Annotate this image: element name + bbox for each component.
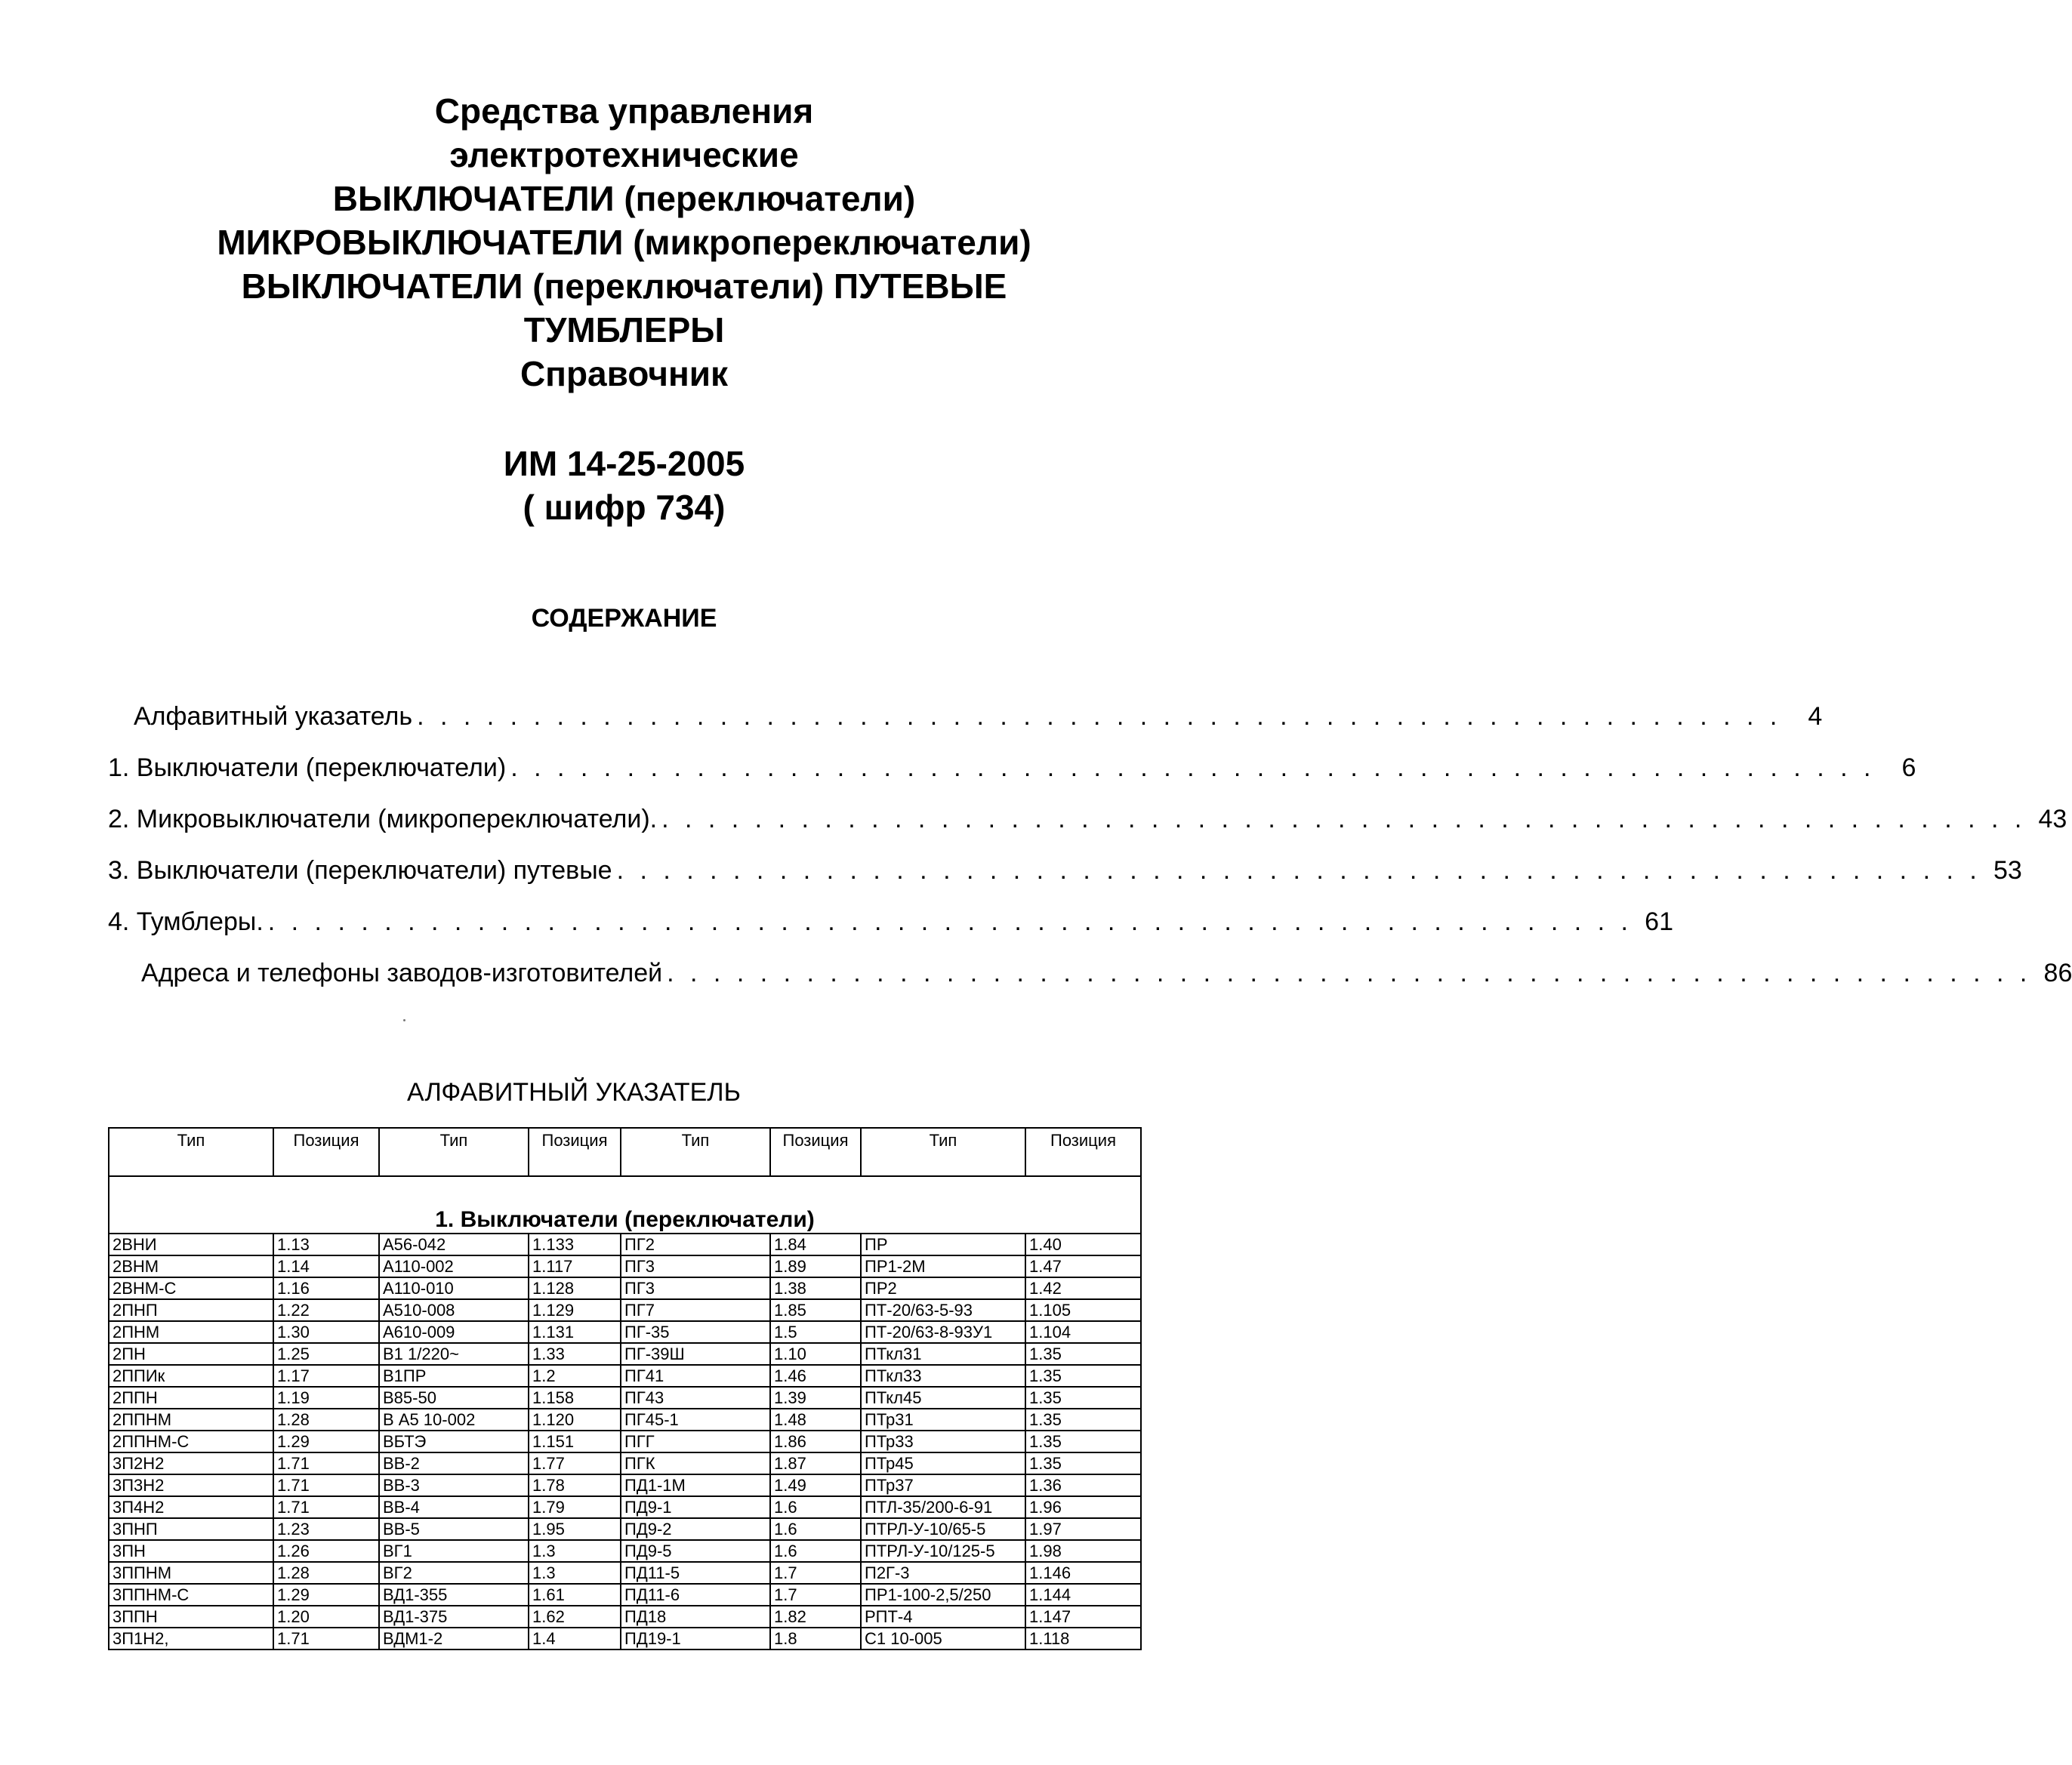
cell-type: ПГ7 [621, 1299, 770, 1321]
cell-type: 2ПНП [109, 1299, 273, 1321]
table-row [109, 1452, 1141, 1474]
cell-position: 1.39 [770, 1387, 861, 1409]
document-title [0, 89, 1248, 396]
cell-position: 1.8 [770, 1628, 861, 1649]
cell-type: А110-002 [379, 1255, 529, 1277]
cell-type: А610-009 [379, 1321, 529, 1343]
cell-position: 1.33 [529, 1343, 621, 1365]
toc-entry-page: 43 [2038, 805, 2067, 833]
toc-entry[interactable] [108, 856, 2022, 889]
cell-position: 1.49 [770, 1474, 861, 1496]
cell-type: ПТр37 [861, 1474, 1025, 1496]
toc-entry-title: 2. Микровыключатели (микропереключатели). [108, 805, 658, 833]
cell-position: 1.38 [770, 1277, 861, 1299]
cell-position: 1.61 [529, 1584, 621, 1606]
cell-type: ПГ-35 [621, 1321, 770, 1343]
cell-type: ПГ-39Ш [621, 1343, 770, 1365]
toc-leader: . . . . . . . . . . . . . . . . . . . . . . . . . . . . . . . . . . . . . . . . . . . . . . . . . . . . . . . . . . . [667, 959, 2032, 987]
toc-entry-title: Адреса и телефоны заводов-изготовителей [141, 959, 663, 987]
cell-position: 1.7 [770, 1584, 861, 1606]
cell-type: 3П3Н2 [109, 1474, 273, 1496]
cell-position: 1.129 [529, 1299, 621, 1321]
cell-type: ПГ3 [621, 1277, 770, 1299]
table-row [109, 1584, 1141, 1606]
cell-type: 2ППИк [109, 1365, 273, 1387]
document-cipher-line: ( шифр 734) [523, 488, 726, 527]
cell-type: 2ППНМ-С [109, 1431, 273, 1452]
cell-position: 1.16 [273, 1277, 379, 1299]
cell-type: ПД11-6 [621, 1584, 770, 1606]
toc-entry-title: 3. Выключатели (переключатели) путевые [108, 856, 612, 885]
cell-type: ПТРЛ-У-10/65-5 [861, 1518, 1025, 1540]
toc-entry-page: 86 [2043, 959, 2072, 987]
cell-position: 1.35 [1025, 1409, 1141, 1431]
cell-type: А510-008 [379, 1299, 529, 1321]
toc-entry-page: 6 [1901, 753, 1916, 782]
toc-entry-page: 4 [1808, 702, 1823, 731]
toc-entry[interactable] [141, 959, 2072, 992]
table-row [109, 1255, 1141, 1277]
title-line: ВЫКЛЮЧАТЕЛИ (переключатели) ПУТЕВЫЕ [241, 266, 1007, 306]
scan-speck [403, 1019, 405, 1021]
title-line: Справочник [520, 354, 729, 393]
cell-position: 1.48 [770, 1409, 861, 1431]
cell-position: 1.85 [770, 1299, 861, 1321]
cell-type: 2ПНМ [109, 1321, 273, 1343]
cell-type: ПТкл31 [861, 1343, 1025, 1365]
cell-position: 1.71 [273, 1452, 379, 1474]
cell-type: ВГ2 [379, 1562, 529, 1584]
cell-type: ПГ41 [621, 1365, 770, 1387]
cell-type: В1ПР [379, 1365, 529, 1387]
cell-position: 1.29 [273, 1431, 379, 1452]
cell-position: 1.133 [529, 1234, 621, 1255]
cell-position: 1.98 [1025, 1540, 1141, 1562]
cell-position: 1.42 [1025, 1277, 1141, 1299]
cell-type: А56-042 [379, 1234, 529, 1255]
column-header-type: Тип [379, 1128, 529, 1176]
toc-leader: . . . . . . . . . . . . . . . . . . . . . . . . . . . . . . . . . . . . . . . . . . . . . . . . . . . . . . . . . . . [417, 702, 1782, 731]
cell-type: ПТ-20/63-8-93У1 [861, 1321, 1025, 1343]
cell-position: 1.28 [273, 1562, 379, 1584]
cell-type: 2ВНМ [109, 1255, 273, 1277]
cell-position: 1.6 [770, 1518, 861, 1540]
cell-type: ПТкл45 [861, 1387, 1025, 1409]
cell-position: 1.3 [529, 1540, 621, 1562]
cell-position: 1.23 [273, 1518, 379, 1540]
cell-position: 1.36 [1025, 1474, 1141, 1496]
cell-position: 1.7 [770, 1562, 861, 1584]
table-row [109, 1343, 1141, 1365]
cell-position: 1.71 [273, 1628, 379, 1649]
cell-position: 1.3 [529, 1562, 621, 1584]
cell-type: А110-010 [379, 1277, 529, 1299]
cell-position: 1.40 [1025, 1234, 1141, 1255]
cell-position: 1.147 [1025, 1606, 1141, 1628]
column-header-type: Тип [621, 1128, 770, 1176]
cell-type: ВД1-375 [379, 1606, 529, 1628]
cell-type: 2ППН [109, 1387, 273, 1409]
cell-position: 1.35 [1025, 1365, 1141, 1387]
cell-type: ПГ2 [621, 1234, 770, 1255]
table-row [109, 1365, 1141, 1387]
cell-type: ПГГ [621, 1431, 770, 1452]
toc-leader: . . . . . . . . . . . . . . . . . . . . . . . . . . . . . . . . . . . . . . . . . . . . . . . . . . . . . . . . . . . [661, 805, 2027, 833]
cell-type: ВГ1 [379, 1540, 529, 1562]
cell-type: ПД9-5 [621, 1540, 770, 1562]
table-row [109, 1628, 1141, 1649]
column-header-position: Позиция [1025, 1128, 1141, 1176]
column-header-position: Позиция [770, 1128, 861, 1176]
cell-type: 3ППН [109, 1606, 273, 1628]
table-row [109, 1409, 1141, 1431]
cell-type: ВД1-355 [379, 1584, 529, 1606]
cell-position: 1.26 [273, 1540, 379, 1562]
cell-position: 1.87 [770, 1452, 861, 1474]
cell-type: ПР1-2М [861, 1255, 1025, 1277]
cell-type: 3П1Н2, [109, 1628, 273, 1649]
cell-type: ПТр31 [861, 1409, 1025, 1431]
toc-entry[interactable] [134, 702, 1823, 735]
cell-type: ВВ-3 [379, 1474, 529, 1496]
cell-position: 1.151 [529, 1431, 621, 1452]
title-line: электротехнические [449, 135, 799, 174]
cell-type: ПГ43 [621, 1387, 770, 1409]
cell-position: 1.47 [1025, 1255, 1141, 1277]
table-row [109, 1562, 1141, 1584]
cell-type: ВВ-2 [379, 1452, 529, 1474]
cell-type: 3ППНМ-С [109, 1584, 273, 1606]
table-row [109, 1518, 1141, 1540]
cell-position: 1.86 [770, 1431, 861, 1452]
cell-type: 2ВНМ-С [109, 1277, 273, 1299]
cell-position: 1.71 [273, 1474, 379, 1496]
toc-entry[interactable] [108, 753, 1916, 787]
cell-type: ПТЛ-35/200-6-91 [861, 1496, 1025, 1518]
contents-heading: СОДЕРЖАНИЕ [531, 604, 717, 633]
cell-position: 1.95 [529, 1518, 621, 1540]
document-code-line: ИМ 14-25-2005 [503, 444, 745, 483]
cell-type: ПР2 [861, 1277, 1025, 1299]
column-header-type: Тип [109, 1128, 273, 1176]
column-header-type: Тип [861, 1128, 1025, 1176]
cell-position: 1.10 [770, 1343, 861, 1365]
cell-position: 1.19 [273, 1387, 379, 1409]
cell-type: 3ПНП [109, 1518, 273, 1540]
cell-type: ВБТЭ [379, 1431, 529, 1452]
cell-position: 1.118 [1025, 1628, 1141, 1649]
title-line: ТУМБЛЕРЫ [523, 310, 725, 350]
cell-type: 2ВНИ [109, 1234, 273, 1255]
cell-position: 1.84 [770, 1234, 861, 1255]
toc-leader: . . . . . . . . . . . . . . . . . . . . . . . . . . . . . . . . . . . . . . . . . . . . . . . . . . . . . . . . . . . [267, 907, 1633, 936]
cell-position: 1.29 [273, 1584, 379, 1606]
cell-type: ПТРЛ-У-10/125-5 [861, 1540, 1025, 1562]
cell-type: ПГ3 [621, 1255, 770, 1277]
cell-type: ПТр33 [861, 1431, 1025, 1452]
cell-position: 1.96 [1025, 1496, 1141, 1518]
section-title: 1. Выключатели (переключатели) [109, 1176, 1141, 1234]
cell-type: 2ПН [109, 1343, 273, 1365]
cell-type: ПД1-1М [621, 1474, 770, 1496]
cell-type: ВВ-5 [379, 1518, 529, 1540]
table-row [109, 1496, 1141, 1518]
cell-position: 1.2 [529, 1365, 621, 1387]
toc-entry-title: 4. Тумблеры. [108, 907, 264, 936]
column-header-position: Позиция [529, 1128, 621, 1176]
cell-position: 1.5 [770, 1321, 861, 1343]
cell-type: ПД19-1 [621, 1628, 770, 1649]
cell-position: 1.25 [273, 1343, 379, 1365]
toc-entry-page: 61 [1645, 907, 1673, 936]
cell-position: 1.77 [529, 1452, 621, 1474]
cell-type: ПР [861, 1234, 1025, 1255]
alphabetical-index-table [108, 1127, 1142, 1650]
cell-type: ПГ45-1 [621, 1409, 770, 1431]
title-line: МИКРОВЫКЛЮЧАТЕЛИ (микропереключатели) [217, 223, 1031, 262]
cell-type: ПД9-1 [621, 1496, 770, 1518]
cell-type: 3П2Н2 [109, 1452, 273, 1474]
cell-type: ПТр45 [861, 1452, 1025, 1474]
cell-type: В85-50 [379, 1387, 529, 1409]
cell-position: 1.4 [529, 1628, 621, 1649]
cell-type: ПД9-2 [621, 1518, 770, 1540]
cell-type: В1 1/220~ [379, 1343, 529, 1365]
cell-position: 1.22 [273, 1299, 379, 1321]
cell-type: ВДМ1-2 [379, 1628, 529, 1649]
cell-position: 1.158 [529, 1387, 621, 1409]
title-line: ВЫКЛЮЧАТЕЛИ (переключатели) [332, 179, 916, 218]
cell-type: 2ППНМ [109, 1409, 273, 1431]
toc-entry-page: 53 [1993, 856, 2022, 885]
toc-entry[interactable] [108, 907, 1673, 941]
toc-entry[interactable] [108, 805, 2067, 838]
cell-position: 1.146 [1025, 1562, 1141, 1584]
cell-position: 1.97 [1025, 1518, 1141, 1540]
cell-position: 1.14 [273, 1255, 379, 1277]
table-row [109, 1387, 1141, 1409]
cell-type: ПД18 [621, 1606, 770, 1628]
cell-position: 1.46 [770, 1365, 861, 1387]
cell-position: 1.71 [273, 1496, 379, 1518]
table-header-row [109, 1128, 1141, 1176]
cell-type: ПТ-20/63-5-93 [861, 1299, 1025, 1321]
cell-type: В А5 10-002 [379, 1409, 529, 1431]
cell-type: ПР1-100-2,5/250 [861, 1584, 1025, 1606]
cell-position: 1.89 [770, 1255, 861, 1277]
index-heading: АЛФАВИТНЫЙ УКАЗАТЕЛЬ [407, 1078, 741, 1107]
toc-entry-title: 1. Выключатели (переключатели) [108, 753, 507, 782]
cell-type: ВВ-4 [379, 1496, 529, 1518]
cell-position: 1.17 [273, 1365, 379, 1387]
cell-type: 3П4Н2 [109, 1496, 273, 1518]
document-code [0, 442, 1248, 529]
cell-position: 1.35 [1025, 1387, 1141, 1409]
cell-position: 1.120 [529, 1409, 621, 1431]
cell-position: 1.104 [1025, 1321, 1141, 1343]
table-row [109, 1474, 1141, 1496]
cell-type: С1 10-005 [861, 1628, 1025, 1649]
table-row [109, 1299, 1141, 1321]
title-line: Средства управления [434, 91, 814, 131]
cell-position: 1.6 [770, 1496, 861, 1518]
cell-type: РПТ-4 [861, 1606, 1025, 1628]
cell-position: 1.30 [273, 1321, 379, 1343]
cell-position: 1.35 [1025, 1343, 1141, 1365]
toc-entry-title: Алфавитный указатель [134, 702, 413, 731]
toc-leader: . . . . . . . . . . . . . . . . . . . . . . . . . . . . . . . . . . . . . . . . . . . . . . . . . . . . . . . . . . . [616, 856, 1981, 885]
table-row [109, 1277, 1141, 1299]
cell-position: 1.13 [273, 1234, 379, 1255]
column-header-position: Позиция [273, 1128, 379, 1176]
cell-position: 1.20 [273, 1606, 379, 1628]
table-row [109, 1431, 1141, 1452]
table-row [109, 1540, 1141, 1562]
table-row [109, 1234, 1141, 1255]
table-row [109, 1606, 1141, 1628]
cell-position: 1.35 [1025, 1452, 1141, 1474]
cell-position: 1.79 [529, 1496, 621, 1518]
cell-type: ПГК [621, 1452, 770, 1474]
cell-position: 1.78 [529, 1474, 621, 1496]
cell-position: 1.28 [273, 1409, 379, 1431]
cell-position: 1.144 [1025, 1584, 1141, 1606]
cell-position: 1.131 [529, 1321, 621, 1343]
cell-type: 3ППНМ [109, 1562, 273, 1584]
cell-type: П2Г-3 [861, 1562, 1025, 1584]
cell-position: 1.117 [529, 1255, 621, 1277]
cell-type: ПТкл33 [861, 1365, 1025, 1387]
section-row [109, 1176, 1141, 1234]
cell-type: 3ПН [109, 1540, 273, 1562]
cell-position: 1.35 [1025, 1431, 1141, 1452]
cell-position: 1.82 [770, 1606, 861, 1628]
cell-position: 1.6 [770, 1540, 861, 1562]
toc-leader: . . . . . . . . . . . . . . . . . . . . . . . . . . . . . . . . . . . . . . . . . . . . . . . . . . . . . . . . . . . [510, 753, 1876, 782]
cell-type: ПД11-5 [621, 1562, 770, 1584]
cell-position: 1.128 [529, 1277, 621, 1299]
cell-position: 1.105 [1025, 1299, 1141, 1321]
cell-position: 1.62 [529, 1606, 621, 1628]
table-row [109, 1321, 1141, 1343]
